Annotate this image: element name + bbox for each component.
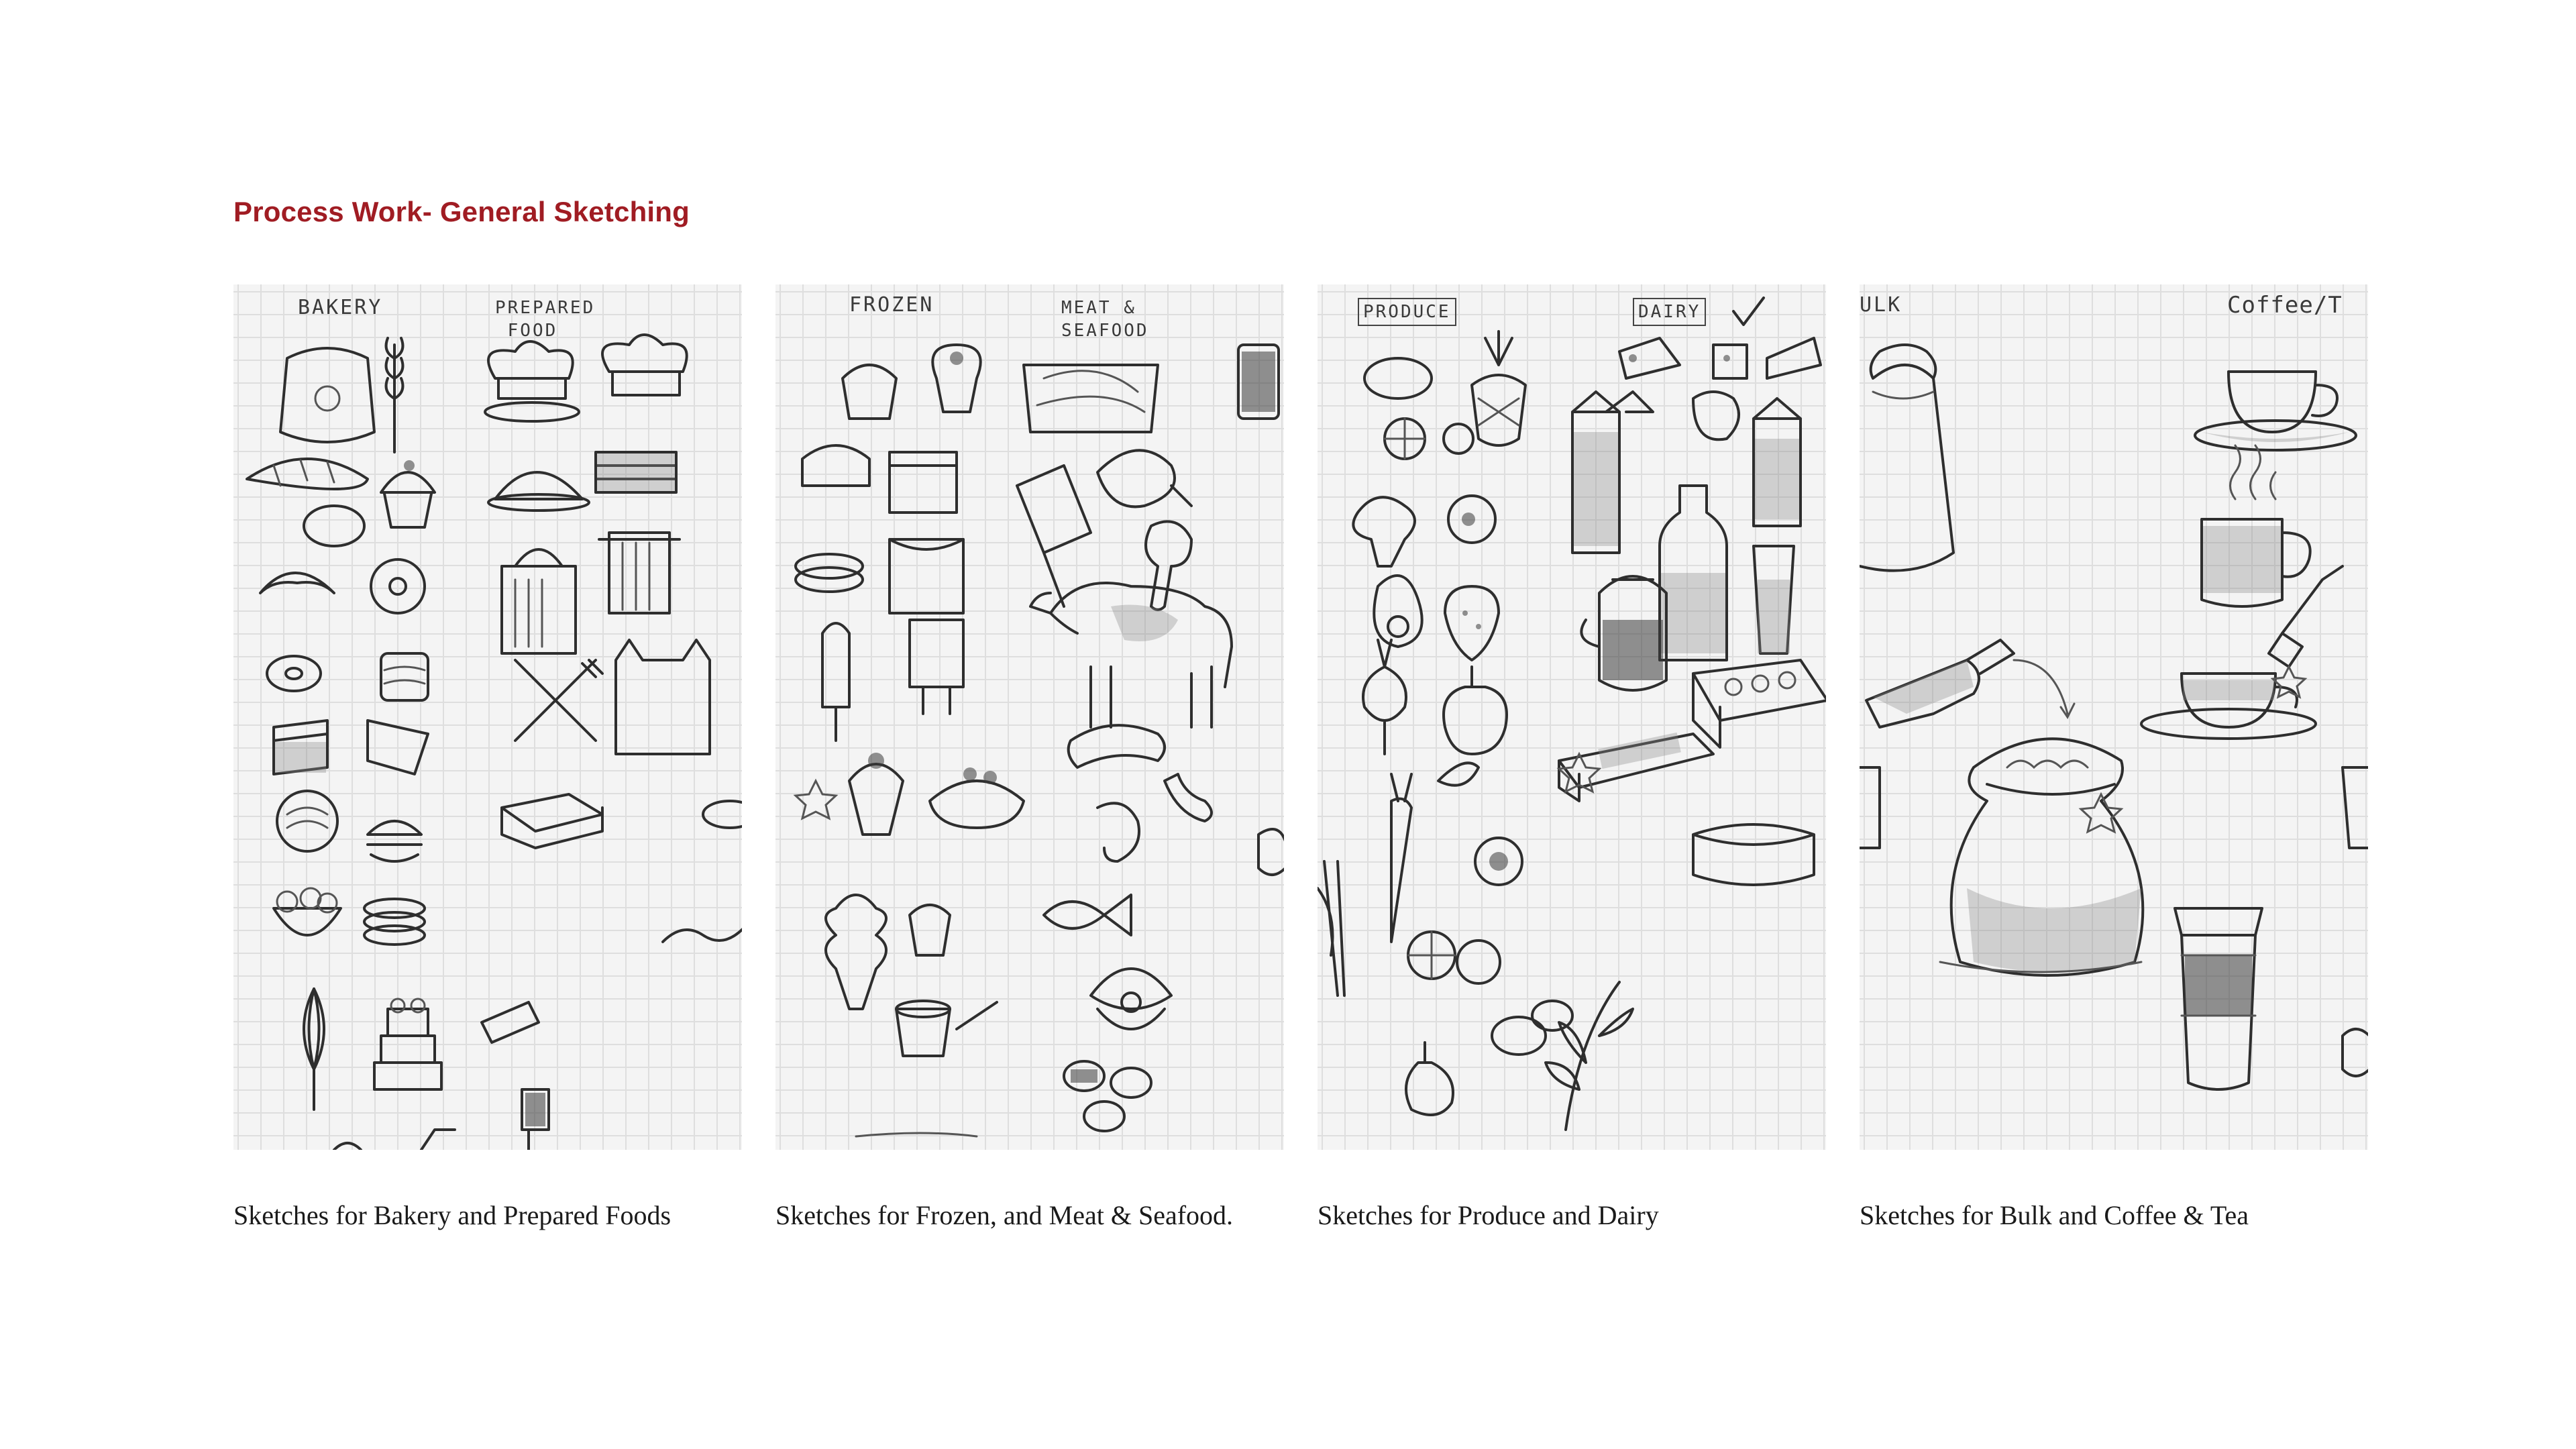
sketch-sheet-frozen-meat <box>775 284 1284 1150</box>
page-title: Process Work- General Sketching <box>233 196 690 227</box>
handwritten-label-frozen: FROZEN <box>849 293 934 317</box>
sketch-panel-frozen-meat <box>775 284 1284 1230</box>
handwritten-label-meat-seafood: MEAT & SEAFOOD <box>1061 298 1149 341</box>
handwritten-label-dairy: DAIRY <box>1633 298 1706 326</box>
sketch-sheet-produce-dairy <box>1318 284 1826 1150</box>
sketch-sheet-bakery <box>233 284 742 1150</box>
frozen-meat-sketches <box>775 284 1284 1150</box>
sketch-panel-bakery <box>233 284 742 1230</box>
sketch-sheet-bulk-coffee <box>1860 284 2368 1150</box>
sketch-panel-bulk-coffee <box>1860 284 2368 1230</box>
handwritten-label-bakery: BAKERY <box>298 296 383 319</box>
sketch-panel-produce-dairy <box>1318 284 1826 1230</box>
caption-frozen-meat: Sketches for Frozen, and Meat & Seafood. <box>775 1200 1234 1230</box>
produce-dairy-sketches <box>1318 284 1826 1150</box>
handwritten-label-coffee-tea: Coffee/T <box>2227 292 2343 319</box>
handwritten-label-produce: PRODUCE <box>1358 298 1456 326</box>
bulk-coffee-sketches <box>1860 284 2368 1150</box>
bakery-sketches <box>233 284 742 1150</box>
handwritten-label-prepared-food: PREPARED FOOD <box>495 298 596 341</box>
caption-bulk-coffee: Sketches for Bulk and Coffee & Tea <box>1860 1200 2249 1230</box>
caption-bakery: Sketches for Bakery and Prepared Foods <box>233 1200 672 1230</box>
handwritten-label-bulk: ULK <box>1860 293 1902 317</box>
caption-produce-dairy: Sketches for Produce and Dairy <box>1318 1200 1659 1230</box>
